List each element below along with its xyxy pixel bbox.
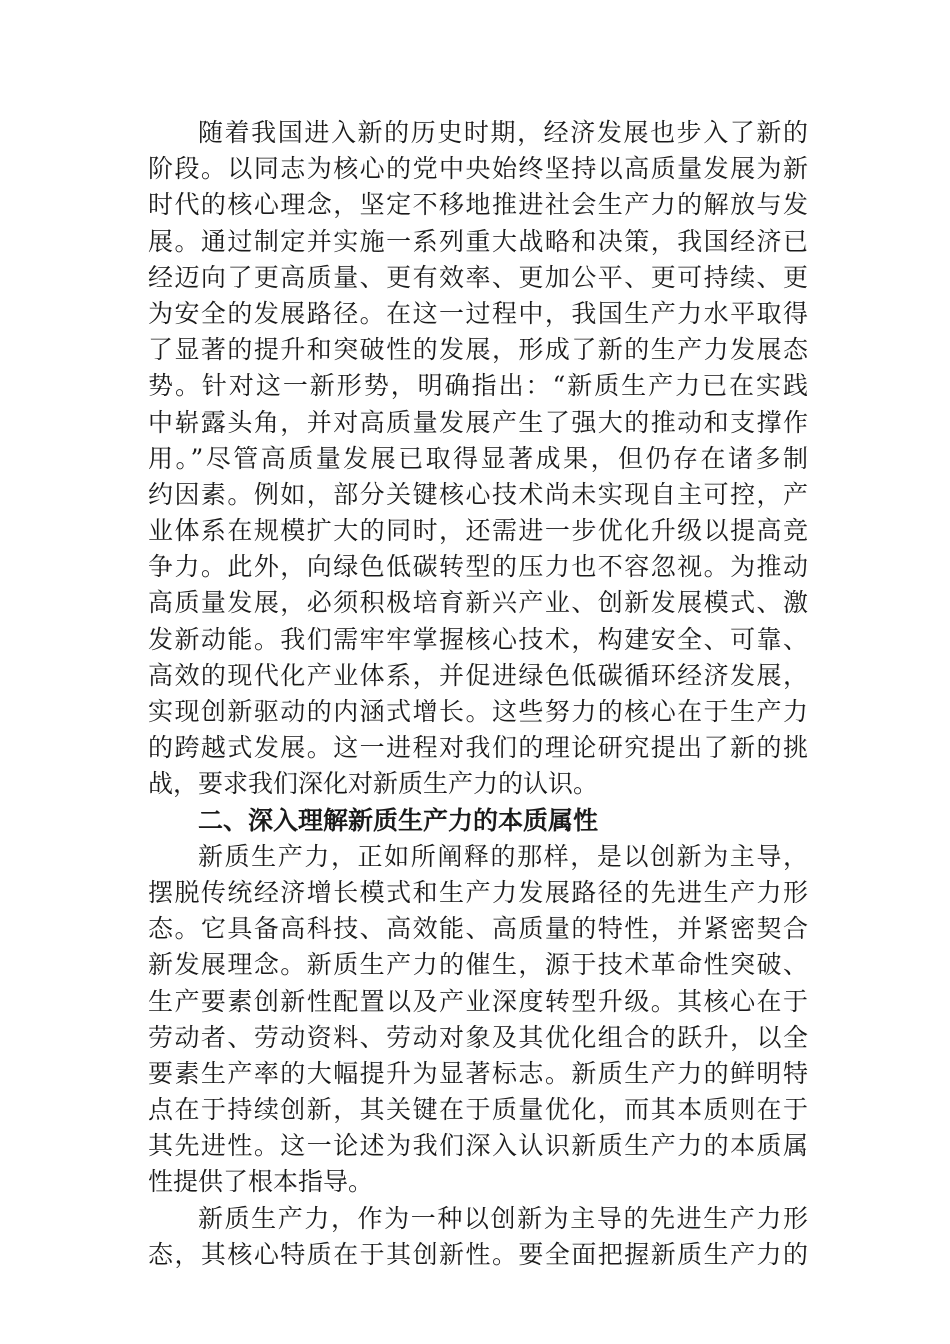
text-line: 时代的核心理念，坚定不移地推进社会生产力的解放与发 xyxy=(148,190,808,220)
text-line: 要素生产率的大幅提升为显著标志。新质生产力的鲜明特 xyxy=(148,1058,808,1088)
text-line: 发新动能。我们需牢牢掌握核心技术，构建安全、可靠、 xyxy=(148,624,808,654)
text-line: 随着我国进入新的历史时期，经济发展也步入了新的 xyxy=(198,118,808,147)
text-line: 劳动者、劳动资料、劳动对象及其优化组合的跃升，以全 xyxy=(148,1022,808,1052)
text-line: 势。针对这一新形势，明确指出：“新质生产力已在实践 xyxy=(148,371,808,401)
text-line: 态。它具备高科技、高效能、高质量的特性，并紧密契合 xyxy=(148,914,808,944)
text-line: 生产要素创新性配置以及产业深度转型升级。其核心在于 xyxy=(148,986,808,1016)
heading-text: 二、深入理解新质生产力的本质属性 xyxy=(198,805,599,835)
text-line: 高效的现代化产业体系，并促进绿色低碳循环经济发展， xyxy=(148,660,808,690)
text-line: 性提供了根本指导。 xyxy=(148,1167,374,1197)
text-line: 新质生产力，作为一种以创新为主导的先进生产力形 xyxy=(198,1203,808,1233)
text-line: 态，其核心特质在于其创新性。要全面把握新质生产力的 xyxy=(148,1239,808,1269)
paragraph-3 xyxy=(148,1201,808,1273)
text-line: 点在于持续创新，其关键在于质量优化，而其本质则在于 xyxy=(148,1095,808,1125)
text-line: 新质生产力，正如所阐释的那样，是以创新为主导， xyxy=(198,841,808,871)
text-line: 高质量发展，必须积极培育新兴产业、创新发展模式、激 xyxy=(148,588,808,618)
text-line: 的跨越式发展。这一进程对我们的理论研究提出了新的挑 xyxy=(148,733,808,763)
text-line: 了显著的提升和突破性的发展，形成了新的生产力发展态 xyxy=(148,335,808,365)
text-line: 用。”尽管高质量发展已取得显著成果，但仍存在诸多制 xyxy=(148,443,808,473)
section-heading xyxy=(148,803,808,839)
text-line: 争力。此外，向绿色低碳转型的压力也不容忽视。为推动 xyxy=(148,552,808,582)
text-line: 约因素。例如，部分关键核心技术尚未实现自主可控，产 xyxy=(148,479,808,509)
text-line: 展。通过制定并实施一系列重大战略和决策，我国经济已 xyxy=(148,226,808,256)
text-line: 其先进性。这一论述为我们深入认识新质生产力的本质属 xyxy=(148,1131,808,1161)
text-line: 实现创新驱动的内涵式增长。这些努力的核心在于生产力 xyxy=(148,697,808,726)
text-line: 业体系在规模扩大的同时，还需进一步优化升级以提高竞 xyxy=(148,516,808,546)
text-line: 中崭露头角，并对高质量发展产生了强大的推动和支撑作 xyxy=(148,407,808,437)
text-line: 阶段。以同志为核心的党中央始终坚持以高质量发展为新 xyxy=(148,154,808,184)
text-line: 为安全的发展路径。在这一过程中，我国生产力水平取得 xyxy=(148,298,808,328)
paragraph-2 xyxy=(148,839,808,1201)
text-line: 摆脱传统经济增长模式和生产力发展路径的先进生产力形 xyxy=(148,877,808,907)
document-body xyxy=(148,115,808,1273)
text-line: 新发展理念。新质生产力的催生，源于技术革命性突破、 xyxy=(148,950,808,980)
paragraph-1 xyxy=(148,115,808,803)
text-line: 经迈向了更高质量、更有效率、更加公平、更可持续、更 xyxy=(148,262,808,292)
text-line: 战，要求我们深化对新质生产力的认识。 xyxy=(148,769,599,799)
